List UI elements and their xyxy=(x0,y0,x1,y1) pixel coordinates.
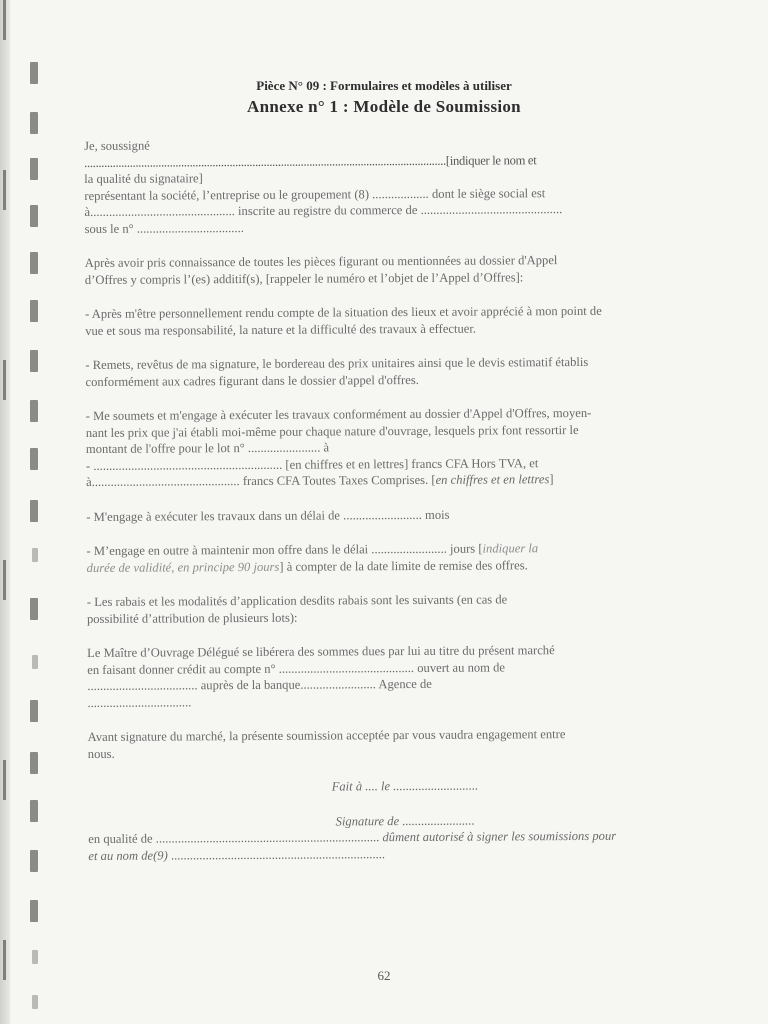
validity-text-end: ] à compter de la date limite de remise des offres. xyxy=(279,557,528,574)
signatory-intro: Je, soussigné xyxy=(84,138,150,153)
validity-duration-note: durée de validité, en principe 90 jours xyxy=(86,559,280,575)
validity-line-2 xyxy=(87,556,721,576)
capacity-authorisation: dûment autorisé à signer les soumissions pour xyxy=(382,828,617,845)
binding-hole xyxy=(30,598,38,620)
registry-number-line: sous le n° .................................. xyxy=(84,220,244,236)
binding-hole xyxy=(30,252,38,274)
binding-hole xyxy=(30,205,38,227)
validity-note: indiquer la xyxy=(482,541,539,556)
site-visit-line-1: - Après m'être personnellement rendu compte de la situation des lieux et avoir apprécié à mon point de xyxy=(85,303,602,321)
page-number: 62 xyxy=(377,968,391,983)
binding-bar xyxy=(3,360,6,400)
binding-hole xyxy=(30,700,38,722)
binding-bar xyxy=(3,170,6,210)
binding-hole xyxy=(30,400,38,422)
piece-heading: Pièce N° 09 : Formulaires et modèles à utiliser xyxy=(256,78,512,93)
company-line: représentant la société, l’entreprise ou le groupement (8) .................. dont le siège social est xyxy=(84,185,546,203)
on-behalf-label: et au nom de(9) xyxy=(88,848,168,863)
signatory-name-line: ...............................................................................................................................[indiquer le nom et xyxy=(84,152,537,170)
discount-line-2: possibilité d’attribution de plusieurs lots): xyxy=(86,610,298,626)
spiral-binding xyxy=(0,0,44,1024)
payment-line-2: en faisant donner crédit au compte n° ........................................... ouvert au nom de xyxy=(87,659,506,677)
acceptance-line-2: nous. xyxy=(87,746,115,761)
binding-hole xyxy=(30,850,38,872)
binding-bar xyxy=(3,760,6,800)
binding-hole xyxy=(30,800,38,822)
payment-line-1: Le Maître d’Ouvrage Délégué se libérera des sommes dues par lui au titre du présent marché xyxy=(87,643,555,660)
commitment-line-5 xyxy=(86,470,720,490)
deadline-line: - M'engage à exécuter les travaux dans un délai de ......................... mois xyxy=(86,507,450,524)
place-date-line: Fait à .... le ........................... xyxy=(331,778,479,794)
binding-hole xyxy=(30,300,38,322)
binding-hole xyxy=(30,448,38,470)
acknowledgement-line-2: d’Offres y compris l’(es) additif(s), [rappeler le numéro et l’objet de l’Appel d’Offres]: xyxy=(84,269,524,287)
acceptance-line-1: Avant signature du marché, la présente soumission acceptée par vous vaudra engagement entre xyxy=(87,727,566,744)
site-visit-line-2: vue et sous ma responsabilité, la nature et la difficulté des travaux à effectuer. xyxy=(85,321,477,338)
payment-line-4: ................................. xyxy=(87,694,192,710)
price-schedule-line-2: conformément aux cadres figurant dans le dossier d'appel d'offres. xyxy=(85,372,419,389)
acknowledgement-line-1: Après avoir pris connaissance de toutes les pièces figurant ou mentionnées au dossier d'Appel xyxy=(84,253,558,270)
commitment-line-4: - ............................................................ [en chiffres et en lettres] francs CFA Hors TVA, et xyxy=(85,455,539,473)
ttc-amount-text: à............................................... francs CFA Toutes Taxes Comprises. [ xyxy=(86,472,436,489)
binding-hole xyxy=(32,950,38,964)
price-schedule-line-1: - Remets, revêtus de ma signature, le bordereau des prix unitaires ainsi que le devis estimatif établis xyxy=(85,354,589,372)
binding-hole xyxy=(32,995,38,1009)
ttc-amount-note: en chiffres et en lettres xyxy=(435,472,550,487)
binding-hole xyxy=(30,752,38,774)
binding-hole xyxy=(32,548,38,562)
binding-bar xyxy=(3,0,6,40)
commitment-line-2: nant les prix que j'ai établi moi-même pour chaque nature d'ouvrage, lesquels prix font ressortir le xyxy=(85,422,579,440)
registry-line: à.............................................. inscrite au registre du commerce de ............................................. xyxy=(84,202,563,219)
annexe-title: Annexe n° 1 : Modèle de Soumission xyxy=(247,97,521,116)
signature-line: Signature de ....................... xyxy=(335,813,475,828)
binding-bar xyxy=(3,560,6,600)
binding-hole xyxy=(30,500,38,522)
submission-form-body xyxy=(84,134,722,864)
binding-hole xyxy=(32,655,38,669)
signatory-quality-note: la qualité du signataire] xyxy=(84,171,203,186)
ttc-amount-close: ] xyxy=(549,472,554,487)
binding-hole xyxy=(30,158,38,180)
on-behalf-dots: .................................................................... xyxy=(167,846,386,863)
commitment-line-3: montant de l'offre pour le lot n° ....................... à xyxy=(85,440,330,456)
binding-hole xyxy=(30,900,38,922)
binding-hole xyxy=(30,350,38,372)
payment-line-3: ................................... auprès de la banque........................ Agence de xyxy=(87,676,432,693)
validity-text: - M’engage en outre à maintenir mon offre dans le délai ........................ jours [ xyxy=(86,541,483,558)
discount-line-1: - Les rabais et les modalités d’application desdits rabais sont les suivants (en cas de xyxy=(86,592,508,609)
on-behalf-line xyxy=(88,844,722,864)
commitment-line-1: - Me soumets et m'engage à exécuter les travaux conformément au dossier d'Appel d'Offres, moyen- xyxy=(85,405,592,423)
binding-strip xyxy=(0,0,10,1024)
capacity-text: en qualité de ....................................................................... xyxy=(88,830,383,846)
